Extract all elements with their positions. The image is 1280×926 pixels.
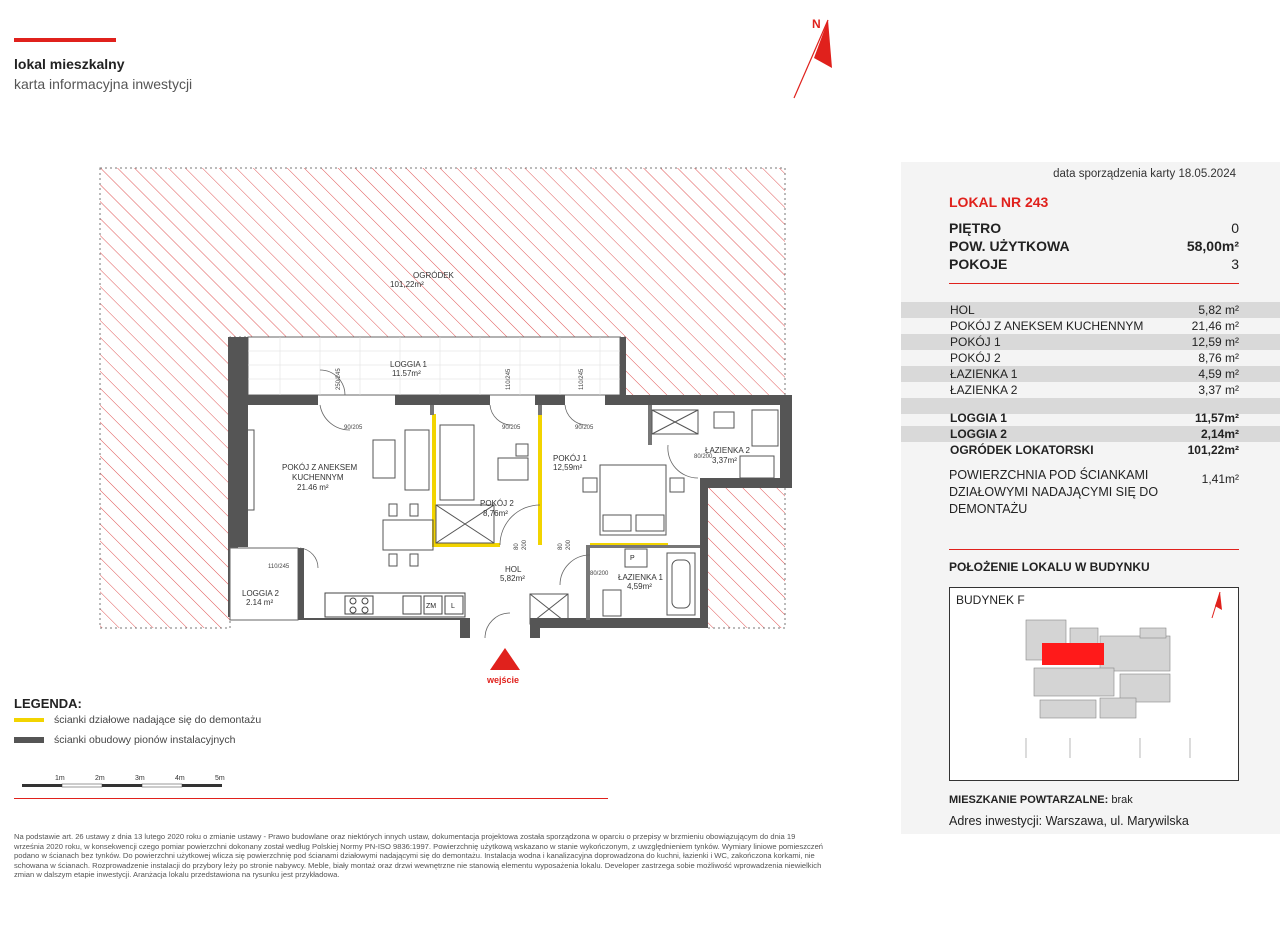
hall-area: 5,82m²	[500, 574, 525, 583]
scale-tick-2: 2m	[95, 775, 105, 782]
location-title: POŁOŻENIE LOKALU W BUDYNKU	[949, 560, 1150, 574]
rooms-label: POKOJE	[949, 256, 1008, 272]
p-label: P	[630, 555, 635, 562]
room-label: ŁAZIENKA 2	[950, 383, 1018, 397]
kitchen-name-1: POKÓJ Z ANEKSEM	[282, 463, 358, 472]
room-value: 21,46 m²	[1191, 319, 1239, 333]
lokal-number: LOKAL NR 243	[949, 194, 1049, 210]
door-dim-bath1: 80/200	[590, 571, 609, 577]
room-row-loggia2	[901, 426, 1280, 442]
room-value: 5,82 m²	[1198, 303, 1239, 317]
room-2-area: 8,76m²	[483, 509, 508, 518]
legend-item-installation	[14, 734, 236, 746]
room-1-area: 12,59m²	[553, 463, 583, 472]
card-date-value: 18.05.2024	[1178, 168, 1236, 180]
panel-divider-2	[949, 549, 1239, 550]
hall-name: HOL	[505, 565, 522, 574]
address-info	[949, 814, 1189, 828]
bath-2-interior	[708, 405, 780, 478]
building-label: BUDYNEK F	[956, 593, 1025, 607]
repeatable-value: brak	[1111, 794, 1133, 806]
repeatable-info	[949, 794, 1133, 806]
door-dim-bath2: 80/200	[694, 454, 713, 460]
room-row-garden	[901, 442, 1280, 458]
loggia-2	[230, 548, 298, 620]
loggia-1-name: LOGGIA 1	[390, 360, 427, 369]
building-map	[950, 588, 1238, 780]
room-label: OGRÓDEK LOKATORSKI	[950, 443, 1094, 457]
bath-2-area: 3,37m²	[712, 456, 737, 465]
area-value: 58,00m²	[1186, 238, 1239, 254]
door-dim-loggia1c: 110/245	[579, 368, 585, 390]
door-dim-hall-b: 200	[522, 539, 528, 550]
garden-name: OGRÓDEK	[413, 271, 454, 280]
room-row-room2	[901, 350, 1280, 366]
door-dim-room2: 90/205	[502, 425, 521, 431]
washer-label: ZM	[426, 603, 437, 610]
bath-2-name: ŁAZIENKA 2	[705, 446, 750, 455]
room-label: HOL	[950, 303, 975, 317]
map-north-head	[1215, 592, 1222, 610]
address-value: Warszawa, ul. Marywilska	[1045, 814, 1189, 828]
scale-tick-4: 4m	[175, 775, 185, 782]
card-date	[1053, 168, 1236, 180]
document-title: lokal mieszkalny	[14, 56, 125, 72]
door-dim-loggia1b: 110/245	[506, 368, 512, 390]
footer-divider	[14, 798, 608, 799]
rooms-value: 3	[1231, 256, 1239, 272]
floor-value: 0	[1231, 220, 1239, 236]
main-row-floor	[949, 220, 1239, 236]
north-arrow-icon	[794, 17, 832, 98]
floor-label: PIĘTRO	[949, 220, 1002, 236]
room-value: 8,76 m²	[1198, 351, 1239, 365]
panel-divider-1	[949, 283, 1239, 284]
entrance-hall	[470, 618, 530, 638]
entrance-arrow-icon	[490, 648, 520, 670]
room-row-kitchen	[901, 318, 1280, 334]
fridge-label: L	[451, 603, 455, 610]
room-label: POKÓJ 2	[950, 351, 1001, 365]
loggia-1-area: 11.57m²	[392, 369, 421, 378]
door-dim-hall-a: 80	[514, 543, 520, 550]
door-dim-room1: 90/205	[575, 425, 594, 431]
room-label: LOGGIA 1	[950, 411, 1007, 425]
room-value: 4,59 m²	[1198, 367, 1239, 381]
walls-value: 1,41m²	[1201, 472, 1239, 486]
room-label: ŁAZIENKA 1	[950, 367, 1018, 381]
kitchen-name-2: KUCHENNYM	[292, 473, 344, 482]
door-dim-kitchen: 90/205	[344, 425, 363, 431]
apartment-location-marker	[1042, 643, 1104, 665]
room-row-room1	[901, 334, 1280, 350]
repeatable-label: MIESZKANIE POWTARZALNE:	[949, 794, 1109, 806]
loggia-2-name: LOGGIA 2	[242, 589, 279, 598]
legend-label-installation: ścianki obudowy pionów instalacyjnych	[54, 734, 236, 746]
room-row-bath1	[901, 366, 1280, 382]
room-2-name: POKÓJ 2	[480, 499, 514, 508]
document-subtitle: karta informacyjna inwestycji	[14, 76, 193, 92]
room-label: LOGGIA 2	[950, 427, 1007, 441]
kitchen-counter	[325, 593, 465, 617]
door-dim-loggia1a: 250/245	[336, 368, 342, 390]
bath-1-name: ŁAZIENKA 1	[618, 573, 663, 582]
room-value: 2,14m²	[1200, 427, 1239, 441]
room-label: POKÓJ 1	[950, 335, 1001, 349]
legal-note: Na podstawie art. 26 ustawy z dnia 13 lutego 2020 roku o zmianie ustawy - Prawo budowlane oraz niektórych innych ustaw, dokumentacja projektowa została sporządzona w oparciu o przepisy w brzmieniu obowiązującym do dnia 19 września 2020 roku, w konsekwencji czego pomiar powierzchni dokonany został według Polskiej Normy PN-ISO 9836:1997. Powierzchnię użytkową wskazano w stanie wykończonym, z uwzględnieniem tynków. Wymiary liniowe pomieszczeń podano w ścianach bez tynków. Do powierzchni użytkowej wlicza się powierzchnię pod ścianami działowymi nadającymi się do demontażu. Instalacja wodna i kanalizacyjna doprowadzona do kuchni, łazienki i WC, zakończona korkami, nie schowana w ścianach. Rozprowadzenie instalacji do przybory leży po stronie nabywcy. Meble, biały montaż oraz drzwi wewnętrzne nie stanowią elementu wyposażenia lokalu. Developer zastrzega sobie możliwość wprowadzenia niewielkich zmian w dalszym etapie inwestycji. Aranżacja lokalu przedstawiona na rysunku jest przykładowa.	[14, 832, 824, 880]
kitchen-area: 21.46 m²	[297, 483, 329, 492]
entrance-label: wejście	[487, 675, 520, 685]
room-row-hol	[901, 302, 1280, 318]
scale-tick-3: 3m	[135, 775, 145, 782]
loggia-1	[248, 337, 620, 395]
building-location-box	[949, 587, 1239, 781]
door-dim-hall-c: 80	[558, 543, 564, 550]
legend-label-demountable: ścianki działowe nadające się do demontażu	[54, 714, 262, 726]
walls-label: POWIERZCHNIA POD ŚCIANKAMI DZIAŁOWYMI NADAJĄCYMI SIĘ DO DEMONTAŻU	[949, 468, 1159, 516]
bath-1-area: 4,59m²	[627, 582, 652, 591]
main-row-area	[949, 238, 1239, 254]
north-label: N	[812, 17, 821, 31]
scale-tick-5: 5m	[215, 775, 225, 782]
address-label: Adres inwestycji:	[949, 814, 1043, 828]
scale-bar	[22, 775, 225, 787]
room-row-bath2	[901, 382, 1280, 398]
room-value: 3,37 m²	[1198, 383, 1239, 397]
legend-swatch-grey	[14, 737, 44, 743]
door-dim-hall-d: 200	[566, 539, 572, 550]
room-value: 11,57m²	[1194, 411, 1239, 425]
loggia-2-area: 2.14 m²	[246, 598, 274, 607]
garden-area-label: 101,22m²	[390, 280, 424, 289]
scale-tick-1: 1m	[55, 775, 65, 782]
legend-title: LEGENDA:	[14, 696, 82, 711]
info-panel	[901, 162, 1280, 834]
card-date-label: data sporządzenia karty	[1053, 168, 1176, 180]
loggia-2-wall	[298, 548, 304, 620]
legend-swatch-yellow	[14, 718, 44, 722]
room-value: 101,22m²	[1187, 443, 1239, 457]
legend-item-demountable	[14, 714, 261, 726]
room-row-loggia1	[901, 410, 1280, 426]
room-1-name: POKÓJ 1	[553, 454, 587, 463]
area-label: POW. UŻYTKOWA	[949, 238, 1070, 254]
door-dim-loggia2: 110/245	[268, 564, 290, 570]
room-value: 12,59 m²	[1191, 335, 1239, 349]
room-label: POKÓJ Z ANEKSEM KUCHENNYM	[950, 319, 1144, 333]
main-row-rooms	[949, 256, 1239, 272]
